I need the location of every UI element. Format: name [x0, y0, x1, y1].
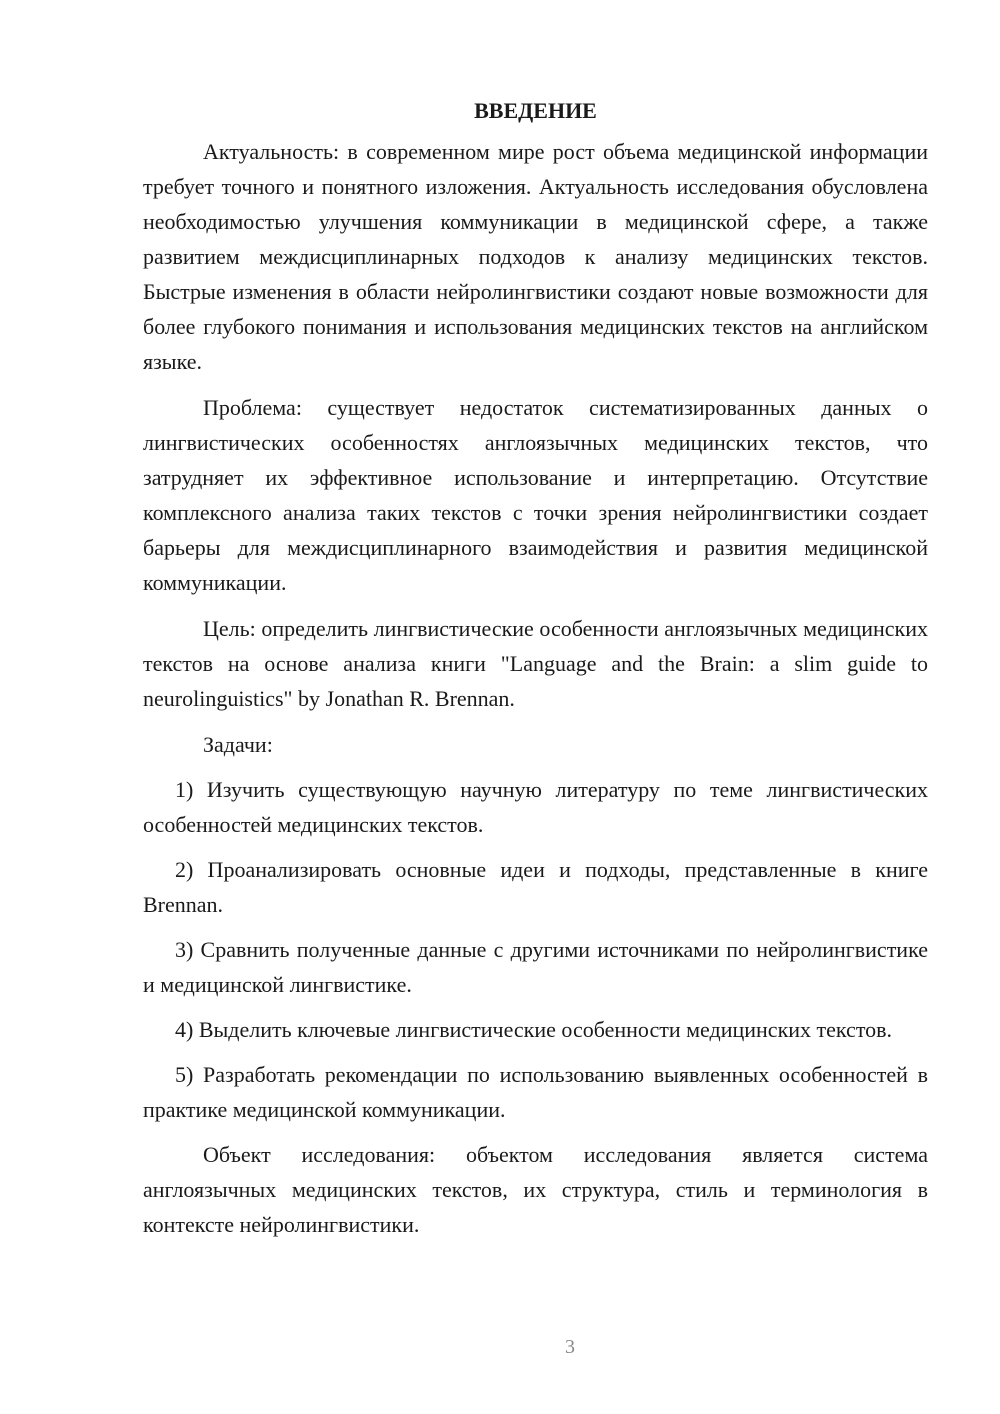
document-body — [143, 93, 928, 1242]
task-item-2: 2) Проанализировать основные идеи и подходы, представленные в книге Brennan. — [143, 857, 928, 917]
task-item-1: 1) Изучить существующую научную литературу по теме лингвистических особенностей медицинских текстов. — [143, 777, 928, 837]
page-title: ВВЕДЕНИЕ — [474, 98, 597, 123]
page-number: 3 — [565, 1336, 575, 1358]
relevance-paragraph: Актуальность: в современном мире рост объема медицинской информации требует точного и понятного изложения. Актуальность исследования обусловлена необходимостью улучшения коммуникации в медицинской сфере, а также развитием междисциплинарных подходов к анализу медицинских текстов. Быстрые изменения в области нейролингвистики создают новые возможности для более глубокого понимания и использования медицинских текстов на английском языке. — [143, 139, 928, 374]
tasks-heading: Задачи: — [203, 732, 273, 757]
task-item-4: 4) Выделить ключевые лингвистические особенности медицинских текстов. — [175, 1017, 893, 1042]
task-item-5: 5) Разработать рекомендации по использованию выявленных особенностей в практике медицинской коммуникации. — [143, 1062, 928, 1122]
goal-paragraph: Цель: определить лингвистические особенности англоязычных медицинских текстов на основе анализа книги "Language and the Brain: a slim guide to neurolinguistics" by Jonathan R. Brennan. — [143, 616, 928, 711]
object-paragraph: Объект исследования: объектом исследования является система англоязычных медицинских текстов, их структура, стиль и терминология в контексте нейролингвистики. — [143, 1142, 928, 1237]
task-item-3: 3) Сравнить полученные данные с другими источниками по нейролингвистике и медицинской лингвистике. — [143, 937, 928, 997]
problem-paragraph: Проблема: существует недостаток систематизированных данных о лингвистических особенностях англоязычных медицинских текстов, что затрудняет их эффективное использование и интерпретацию. Отсутствие комплексного анализа таких текстов с точки зрения нейролингвистики создает барьеры для междисциплинарного взаимодействия и развития медицинской коммуникации. — [143, 395, 928, 595]
